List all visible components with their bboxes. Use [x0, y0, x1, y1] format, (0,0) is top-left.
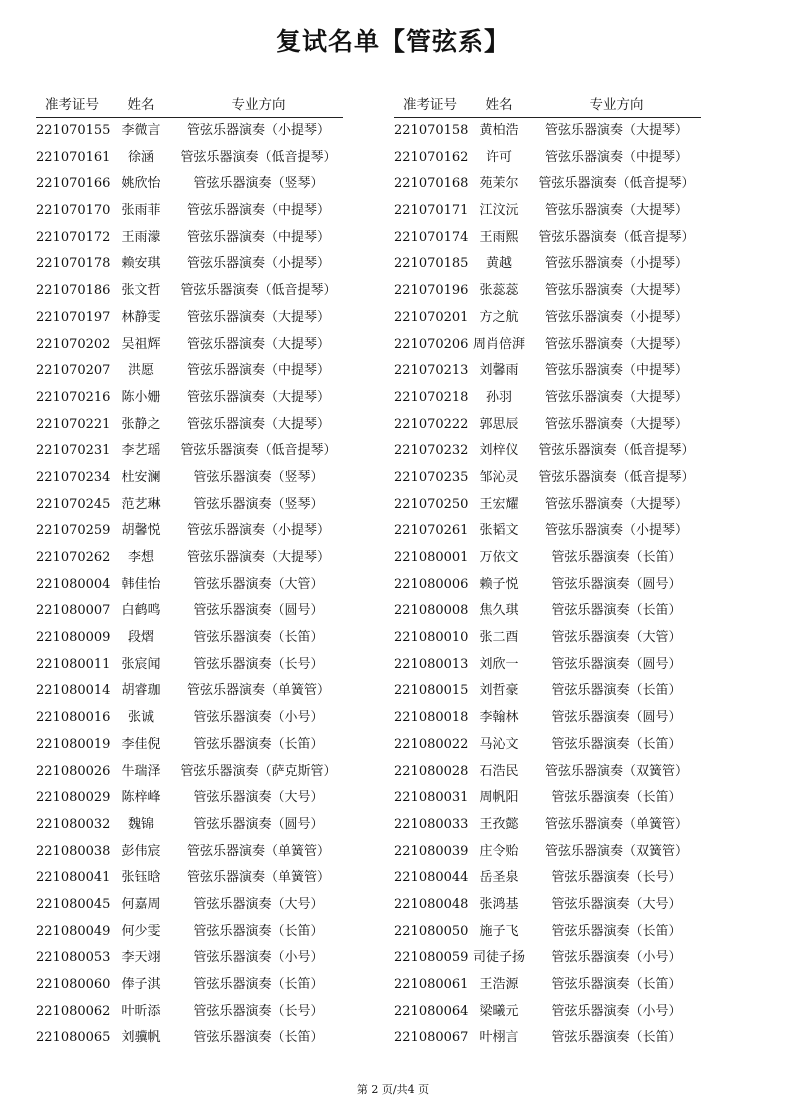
cell-major: 管弦乐器演奏（竖琴） — [193, 469, 324, 485]
cell-major: 管弦乐器演奏（大号） — [193, 896, 324, 912]
cell-exam-id: 221070259 — [36, 523, 111, 539]
cell-exam-id: 221070172 — [36, 229, 111, 245]
cell-exam-id: 221080048 — [394, 896, 469, 912]
table-left — [36, 94, 343, 1052]
cell-exam-id: 221080015 — [394, 683, 469, 699]
cell-exam-id: 221080031 — [394, 790, 469, 806]
cell-name: 李天翊 — [121, 950, 161, 966]
table-row — [394, 518, 701, 545]
cell-exam-id: 221080059 — [394, 950, 469, 966]
table-row — [394, 652, 701, 679]
cell-name: 洪愿 — [127, 363, 154, 379]
table-row — [36, 225, 343, 252]
table-row — [394, 251, 701, 278]
cell-major: 管弦乐器演奏（低音提琴） — [180, 283, 337, 299]
cell-exam-id: 221070185 — [394, 256, 469, 272]
cell-exam-id: 221070186 — [36, 283, 111, 299]
cell-name: 彭伟宸 — [121, 843, 161, 859]
cell-major: 管弦乐器演奏（大提琴） — [544, 416, 688, 432]
cell-major: 管弦乐器演奏（长笛） — [551, 923, 682, 939]
cell-exam-id: 221080041 — [36, 870, 111, 886]
cell-major: 管弦乐器演奏（圆号） — [551, 710, 682, 726]
cell-major: 管弦乐器演奏（小提琴） — [544, 523, 688, 539]
table-row — [36, 171, 343, 198]
table-row — [36, 118, 343, 145]
cell-major: 管弦乐器演奏（小提琴） — [544, 256, 688, 272]
table-row — [36, 919, 343, 946]
table-row — [36, 812, 343, 839]
header-name: 姓名 — [485, 97, 513, 113]
table-row — [394, 572, 701, 599]
cell-name: 俸子淇 — [121, 977, 161, 992]
cell-major: 管弦乐器演奏（长号） — [193, 1003, 324, 1019]
cell-exam-id: 221070261 — [394, 523, 469, 539]
table-row — [394, 625, 701, 652]
cell-exam-id: 221080029 — [36, 790, 111, 806]
cell-name: 王孜懿 — [479, 816, 519, 832]
cell-major: 管弦乐器演奏（萨克斯管） — [180, 763, 337, 779]
cell-exam-id: 221080011 — [36, 656, 111, 672]
cell-exam-id: 221080062 — [36, 1003, 111, 1019]
cell-major: 管弦乐器演奏（小提琴） — [186, 123, 330, 138]
table-row — [394, 438, 701, 465]
cell-name: 魏锦 — [127, 816, 154, 832]
cell-major: 管弦乐器演奏（长笛） — [551, 603, 682, 619]
cell-name: 江汶沅 — [479, 203, 519, 219]
cell-name: 张诚 — [127, 710, 154, 726]
cell-exam-id: 221070161 — [36, 149, 111, 165]
cell-name: 石浩民 — [479, 763, 519, 779]
cell-exam-id: 221080060 — [36, 977, 111, 992]
cell-name: 陈梓峰 — [121, 790, 161, 806]
cell-exam-id: 221080026 — [36, 763, 111, 779]
cell-name: 林静雯 — [121, 309, 161, 325]
cell-exam-id: 221080032 — [36, 816, 111, 832]
cell-name: 方之航 — [479, 309, 519, 325]
cell-name: 胡馨悦 — [121, 523, 161, 539]
cell-name: 刘哲豪 — [479, 683, 519, 699]
cell-exam-id: 221070231 — [36, 443, 111, 459]
table-row — [394, 705, 701, 732]
table-row — [394, 198, 701, 225]
cell-major: 管弦乐器演奏（小号） — [551, 950, 682, 966]
cell-major: 管弦乐器演奏（圆号） — [193, 603, 324, 619]
cell-exam-id: 221070196 — [394, 283, 469, 299]
cell-exam-id: 221080019 — [36, 736, 111, 752]
cell-name: 郭思辰 — [479, 416, 519, 432]
cell-exam-id: 221070218 — [394, 389, 469, 405]
table-header — [36, 94, 343, 118]
cell-major: 管弦乐器演奏（圆号） — [551, 656, 682, 672]
table-row — [36, 465, 343, 492]
table-row — [36, 732, 343, 759]
cell-exam-id: 221080065 — [36, 1030, 111, 1046]
table-row — [36, 412, 343, 439]
table-row — [394, 839, 701, 866]
header-exam-id: 准考证号 — [45, 97, 99, 113]
cell-exam-id: 221080007 — [36, 603, 111, 619]
cell-exam-id: 221080053 — [36, 950, 111, 966]
cell-name: 张宸闻 — [121, 656, 161, 672]
table-row — [394, 145, 701, 172]
table-row — [394, 812, 701, 839]
table-row — [394, 171, 701, 198]
table-row — [36, 652, 343, 679]
cell-name: 韩佳怡 — [121, 576, 161, 592]
cell-name: 苑茉尔 — [479, 176, 519, 192]
cell-name: 段熠 — [127, 630, 154, 646]
cell-exam-id: 221070168 — [394, 176, 469, 192]
cell-major: 管弦乐器演奏（大管） — [193, 576, 324, 592]
cell-exam-id: 221080006 — [394, 576, 469, 592]
cell-name: 徐涵 — [127, 149, 154, 165]
cell-exam-id: 221080045 — [36, 896, 111, 912]
table-row — [36, 678, 343, 705]
cell-name: 邹沁灵 — [479, 469, 519, 485]
cell-major: 管弦乐器演奏（大提琴） — [186, 336, 330, 352]
table-row — [394, 278, 701, 305]
cell-exam-id: 221070202 — [36, 336, 111, 352]
table-row — [36, 785, 343, 812]
cell-major: 管弦乐器演奏（大提琴） — [186, 389, 330, 405]
cell-name: 张钰晗 — [121, 870, 161, 886]
table-row — [36, 358, 343, 385]
cell-name: 李微言 — [121, 123, 161, 138]
cell-exam-id: 221080033 — [394, 816, 469, 832]
cell-name: 刘梓仪 — [479, 443, 519, 459]
cell-major: 管弦乐器演奏（中提琴） — [186, 203, 330, 219]
table-row — [36, 1025, 343, 1052]
cell-major: 管弦乐器演奏（小号） — [551, 1003, 682, 1019]
table-body — [394, 118, 701, 1052]
header-major: 专业方向 — [589, 97, 644, 113]
cell-major: 管弦乐器演奏（大提琴） — [544, 496, 688, 512]
cell-major: 管弦乐器演奏（竖琴） — [193, 496, 324, 512]
cell-name: 赖子悦 — [479, 576, 519, 592]
table-row — [394, 919, 701, 946]
cell-exam-id: 221070250 — [394, 496, 469, 512]
cell-exam-id: 221080022 — [394, 736, 469, 752]
cell-exam-id: 221070207 — [36, 363, 111, 379]
cell-major: 管弦乐器演奏（大提琴） — [544, 283, 688, 299]
cell-major: 管弦乐器演奏（大提琴） — [186, 550, 330, 565]
cell-name: 焦久琪 — [479, 603, 519, 619]
cell-name: 庄令贻 — [479, 843, 519, 859]
cell-major: 管弦乐器演奏（小号） — [193, 710, 324, 726]
cell-major: 管弦乐器演奏（单簧管） — [186, 843, 330, 859]
cell-name: 刘骥帆 — [121, 1030, 161, 1046]
cell-major: 管弦乐器演奏（大号） — [193, 790, 324, 806]
table-row — [394, 465, 701, 492]
table-row — [394, 972, 701, 999]
table-row — [36, 545, 343, 572]
cell-exam-id: 221070178 — [36, 256, 111, 272]
cell-major: 管弦乐器演奏（低音提琴） — [538, 229, 695, 245]
header-exam-id: 准考证号 — [403, 97, 457, 113]
cell-name: 梁曦元 — [479, 1003, 519, 1019]
cell-exam-id: 221070216 — [36, 389, 111, 405]
cell-name: 白鹤鸣 — [121, 603, 161, 619]
cell-name: 杜安澜 — [121, 469, 161, 485]
cell-exam-id: 221070158 — [394, 123, 469, 138]
cell-major: 管弦乐器演奏（长笛） — [551, 736, 682, 752]
cell-exam-id: 221080004 — [36, 576, 111, 592]
table-row — [394, 678, 701, 705]
cell-major: 管弦乐器演奏（单簧管） — [186, 683, 330, 699]
cell-major: 管弦乐器演奏（小号） — [193, 950, 324, 966]
cell-major: 管弦乐器演奏（长号） — [193, 656, 324, 672]
cell-exam-id: 221070222 — [394, 416, 469, 432]
cell-major: 管弦乐器演奏（大提琴） — [186, 309, 330, 325]
cell-name: 许可 — [485, 149, 512, 165]
cell-exam-id: 221070201 — [394, 309, 469, 325]
cell-name: 马沁文 — [479, 736, 519, 752]
cell-name: 周帆阳 — [479, 790, 519, 806]
table-row — [36, 198, 343, 225]
table-row — [394, 118, 701, 145]
cell-name: 司徒子扬 — [472, 950, 525, 966]
table-row — [394, 545, 701, 572]
table-row — [394, 759, 701, 786]
cell-major: 管弦乐器演奏（长笛） — [193, 1030, 324, 1046]
cell-major: 管弦乐器演奏（低音提琴） — [180, 443, 337, 459]
cell-exam-id: 221080018 — [394, 710, 469, 726]
cell-major: 管弦乐器演奏（单簧管） — [544, 816, 688, 832]
cell-exam-id: 221070213 — [394, 363, 469, 379]
cell-exam-id: 221070235 — [394, 469, 469, 485]
cell-exam-id: 221070197 — [36, 309, 111, 325]
table-row — [36, 518, 343, 545]
cell-name: 张二酉 — [479, 630, 519, 646]
table-header — [394, 94, 701, 118]
cell-name: 李艺瑶 — [121, 443, 161, 459]
table-row — [36, 572, 343, 599]
cell-exam-id: 221080010 — [394, 630, 469, 646]
cell-major: 管弦乐器演奏（长笛） — [551, 977, 682, 992]
table-row — [394, 305, 701, 332]
cell-major: 管弦乐器演奏（低音提琴） — [538, 176, 695, 192]
header-name: 姓名 — [127, 97, 155, 113]
cell-name: 张鸿基 — [479, 896, 519, 912]
cell-major: 管弦乐器演奏（小提琴） — [186, 256, 330, 272]
table-row — [36, 892, 343, 919]
cell-exam-id: 221080013 — [394, 656, 469, 672]
cell-major: 管弦乐器演奏（大提琴） — [544, 336, 688, 352]
cell-major: 管弦乐器演奏（大号） — [551, 896, 682, 912]
cell-name: 何少雯 — [121, 923, 161, 939]
cell-name: 李想 — [127, 550, 154, 565]
cell-name: 王雨濛 — [121, 229, 161, 245]
cell-exam-id: 221080009 — [36, 630, 111, 646]
cell-major: 管弦乐器演奏（大提琴） — [544, 203, 688, 219]
cell-major: 管弦乐器演奏（双簧管） — [544, 843, 688, 859]
cell-major: 管弦乐器演奏（长笛） — [551, 683, 682, 699]
cell-major: 管弦乐器演奏（长笛） — [193, 977, 324, 992]
table-row — [394, 332, 701, 359]
cell-name: 张韬文 — [479, 523, 519, 539]
cell-major: 管弦乐器演奏（低音提琴） — [538, 443, 695, 459]
cell-name: 张静之 — [121, 416, 161, 432]
cell-exam-id: 221080039 — [394, 843, 469, 859]
table-row — [36, 598, 343, 625]
table-row — [394, 412, 701, 439]
table-row — [36, 625, 343, 652]
cell-major: 管弦乐器演奏（中提琴） — [186, 229, 330, 245]
cell-exam-id: 221070171 — [394, 203, 469, 219]
table-row — [394, 385, 701, 412]
cell-major: 管弦乐器演奏（中提琴） — [544, 149, 688, 165]
cell-major: 管弦乐器演奏（长笛） — [193, 736, 324, 752]
cell-name: 王雨熙 — [479, 229, 519, 245]
cell-exam-id: 221080064 — [394, 1003, 469, 1019]
table-row — [36, 438, 343, 465]
cell-major: 管弦乐器演奏（大提琴） — [544, 389, 688, 405]
table-row — [36, 492, 343, 519]
cell-major: 管弦乐器演奏（长笛） — [193, 923, 324, 939]
cell-major: 管弦乐器演奏（长笛） — [551, 790, 682, 806]
table-row — [36, 332, 343, 359]
cell-name: 王浩源 — [479, 977, 519, 992]
cell-name: 刘馨雨 — [479, 363, 519, 379]
cell-name: 张蕊蕊 — [479, 283, 519, 299]
cell-name: 李佳倪 — [121, 736, 161, 752]
cell-major: 管弦乐器演奏（圆号） — [551, 576, 682, 592]
cell-name: 王宏耀 — [479, 496, 519, 512]
cell-name: 张文哲 — [121, 283, 161, 299]
cell-exam-id: 221070170 — [36, 203, 111, 219]
cell-exam-id: 221080061 — [394, 977, 469, 992]
cell-major: 管弦乐器演奏（双簧管） — [544, 763, 688, 779]
cell-major: 管弦乐器演奏（大管） — [551, 630, 682, 646]
cell-exam-id: 221070245 — [36, 496, 111, 512]
cell-major: 管弦乐器演奏（小提琴） — [544, 309, 688, 325]
cell-exam-id: 221080008 — [394, 603, 469, 619]
table-row — [36, 865, 343, 892]
cell-major: 管弦乐器演奏（竖琴） — [193, 176, 324, 192]
cell-major: 管弦乐器演奏（单簧管） — [186, 870, 330, 886]
table-row — [36, 251, 343, 278]
cell-exam-id: 221070166 — [36, 176, 111, 192]
cell-major: 管弦乐器演奏（小提琴） — [186, 523, 330, 539]
cell-major: 管弦乐器演奏（圆号） — [193, 816, 324, 832]
cell-name: 施子飞 — [479, 923, 519, 939]
cell-name: 吴祖辉 — [121, 336, 161, 352]
cell-name: 叶栩言 — [479, 1030, 519, 1046]
cell-name: 万依文 — [479, 550, 519, 565]
table-row — [394, 225, 701, 252]
table-row — [36, 999, 343, 1026]
cell-major: 管弦乐器演奏（中提琴） — [544, 363, 688, 379]
cell-major: 管弦乐器演奏（大提琴） — [544, 123, 688, 138]
cell-exam-id: 221080044 — [394, 870, 469, 886]
header-major: 专业方向 — [231, 97, 286, 113]
cell-exam-id: 221080028 — [394, 763, 469, 779]
table-row — [36, 705, 343, 732]
cell-name: 周肖倍湃 — [472, 336, 525, 352]
cell-name: 黄越 — [485, 256, 512, 272]
cell-exam-id: 221080050 — [394, 923, 469, 939]
table-body — [36, 118, 343, 1052]
cell-exam-id: 221070221 — [36, 416, 111, 432]
table-row — [394, 492, 701, 519]
table-row — [394, 892, 701, 919]
cell-name: 刘欣一 — [479, 656, 519, 672]
cell-exam-id: 221070206 — [394, 336, 469, 352]
cell-exam-id: 221080016 — [36, 710, 111, 726]
cell-exam-id: 221080001 — [394, 550, 469, 565]
cell-exam-id: 221080067 — [394, 1030, 469, 1046]
cell-name: 孙羽 — [485, 389, 512, 405]
cell-name: 李翰林 — [479, 710, 519, 726]
table-row — [394, 999, 701, 1026]
cell-major: 管弦乐器演奏（中提琴） — [186, 363, 330, 379]
cell-major: 管弦乐器演奏（长笛） — [551, 1030, 682, 1046]
table-row — [394, 865, 701, 892]
cell-major: 管弦乐器演奏（长号） — [551, 870, 682, 886]
cell-exam-id: 221070162 — [394, 149, 469, 165]
cell-name: 何嘉周 — [121, 896, 161, 912]
cell-name: 赖安琪 — [121, 256, 161, 272]
cell-name: 牛瑞泽 — [121, 763, 161, 779]
cell-exam-id: 221070234 — [36, 469, 111, 485]
table-row — [36, 145, 343, 172]
table-row — [36, 945, 343, 972]
table-row — [36, 385, 343, 412]
table-row — [394, 358, 701, 385]
table-row — [36, 972, 343, 999]
table-row — [36, 305, 343, 332]
table-row — [36, 839, 343, 866]
table-row — [394, 598, 701, 625]
cell-major: 管弦乐器演奏（大提琴） — [186, 416, 330, 432]
cell-name: 叶昕添 — [121, 1003, 161, 1019]
cell-major: 管弦乐器演奏（长笛） — [193, 630, 324, 646]
table-right — [394, 94, 701, 1052]
table-row — [36, 278, 343, 305]
cell-major: 管弦乐器演奏（长笛） — [551, 550, 682, 565]
cell-exam-id: 221070262 — [36, 550, 111, 565]
cell-exam-id: 221080049 — [36, 923, 111, 939]
cell-name: 张雨菲 — [121, 203, 161, 219]
cell-name: 陈小姗 — [121, 389, 161, 405]
cell-name: 姚欣怡 — [121, 176, 161, 192]
page-footer: 第 2 页/共4 页 — [356, 1083, 430, 1096]
table-row — [36, 759, 343, 786]
cell-name: 黄柏浩 — [479, 123, 519, 138]
cell-major: 管弦乐器演奏（低音提琴） — [180, 149, 337, 165]
cell-name: 岳圣泉 — [479, 870, 519, 886]
table-row — [394, 945, 701, 972]
page-title: 复试名单【管弦系】 — [275, 27, 510, 56]
cell-exam-id: 221080014 — [36, 683, 111, 699]
cell-exam-id: 221080038 — [36, 843, 111, 859]
cell-major: 管弦乐器演奏（低音提琴） — [538, 469, 695, 485]
cell-name: 胡睿珈 — [121, 683, 161, 699]
cell-exam-id: 221070155 — [36, 123, 111, 138]
table-row — [394, 1025, 701, 1052]
table-row — [394, 732, 701, 759]
cell-exam-id: 221070174 — [394, 229, 469, 245]
cell-name: 范艺琳 — [121, 496, 161, 512]
table-row — [394, 785, 701, 812]
cell-exam-id: 221070232 — [394, 443, 469, 459]
